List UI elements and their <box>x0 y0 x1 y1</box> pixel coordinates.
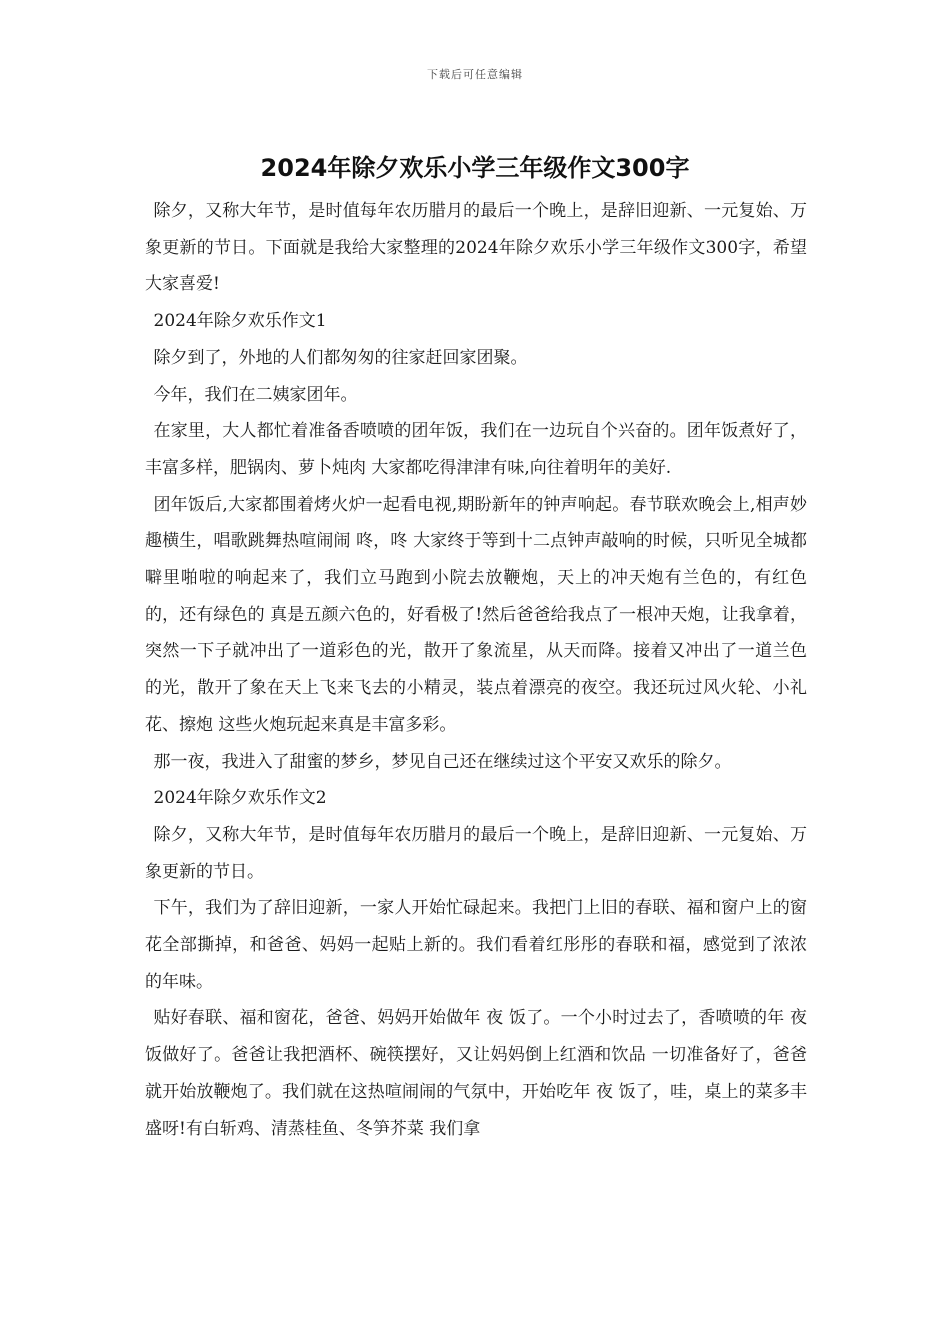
section-heading-2: 2024年除夕欢乐作文2 <box>153 788 327 809</box>
paragraph: 贴好春联、福和窗花，爸爸、妈妈开始做年 夜 饭了。一个小时过去了，香喷喷的年 夜 饭做好了。爸爸让我把酒杯、碗筷摆好，又让妈妈倒上红酒和饮品 一切准备好了，爸爸就开始放鞭炮了。我们就在这热喧闹闹的气氛中，开始吃年 夜 饭了，哇，桌上的菜多丰盛呀!有白斩鸡、清蒸桂鱼、冬笋芥菜 我们拿 <box>145 1008 807 1139</box>
header-note: 下载后可任意编辑 <box>427 68 523 81</box>
document-body <box>145 193 807 1147</box>
paragraph: 除夕，又称大年节，是时值每年农历腊月的最后一个晚上，是辞旧迎新、一元复始、万象更新的节日。 <box>145 824 807 882</box>
paragraph: 今年，我们在二姨家团年。 <box>153 384 358 405</box>
document-title: 2024年除夕欢乐小学三年级作文300字 <box>260 154 690 182</box>
paragraph: 在家里，大人都忙着准备香喷喷的团年饭，我们在一边玩自个兴奋的。团年饭煮好了，丰富多样，肥锅肉、萝卜炖肉 大家都吃得津津有味,向往着明年的美好. <box>145 421 807 478</box>
paragraph: 团年饭后,大家都围着烤火炉一起看电视,期盼新年的钟声响起。春节联欢晚会上,相声妙趣横生，唱歌跳舞热喧闹闹 咚，咚 大家终于等到十二点钟声敲响的时候，只听见全城都噼里啪啦的响起来了，我们立马跑到小院去放鞭炮，天上的冲天炮有兰色的，有红色的，还有绿色的 真是五颜六色的，好看极了!然后爸爸给我点了一根冲天炮，让我拿着，突然一下子就冲出了一道彩色的光，散开了象流星，从天而降。接着又冲出了一道兰色的光，散开了象在天上飞来飞去的小精灵，装点着漂亮的夜空。我还玩过风火轮、小礼花、擦炮 这些火炮玩起来真是丰富多彩。 <box>145 494 807 735</box>
paragraph-intro: 除夕，又称大年节，是时值每年农历腊月的最后一个晚上，是辞旧迎新、一元复始、万象更新的节日。下面就是我给大家整理的2024年除夕欢乐小学三年级作文300字，希望大家喜爱! <box>145 201 807 295</box>
paragraph: 下午，我们为了辞旧迎新，一家人开始忙碌起来。我把门上旧的春联、福和窗户上的窗花全部撕掉，和爸爸、妈妈一起贴上新的。我们看着红彤彤的春联和福，感觉到了浓浓的年味。 <box>145 898 807 992</box>
paragraph: 除夕到了，外地的人们都匆匆的往家赶回家团聚。 <box>153 347 528 368</box>
section-heading-1: 2024年除夕欢乐作文1 <box>153 311 327 332</box>
paragraph: 那一夜，我进入了甜蜜的梦乡，梦见自己还在继续过这个平安又欢乐的除夕。 <box>153 751 732 772</box>
